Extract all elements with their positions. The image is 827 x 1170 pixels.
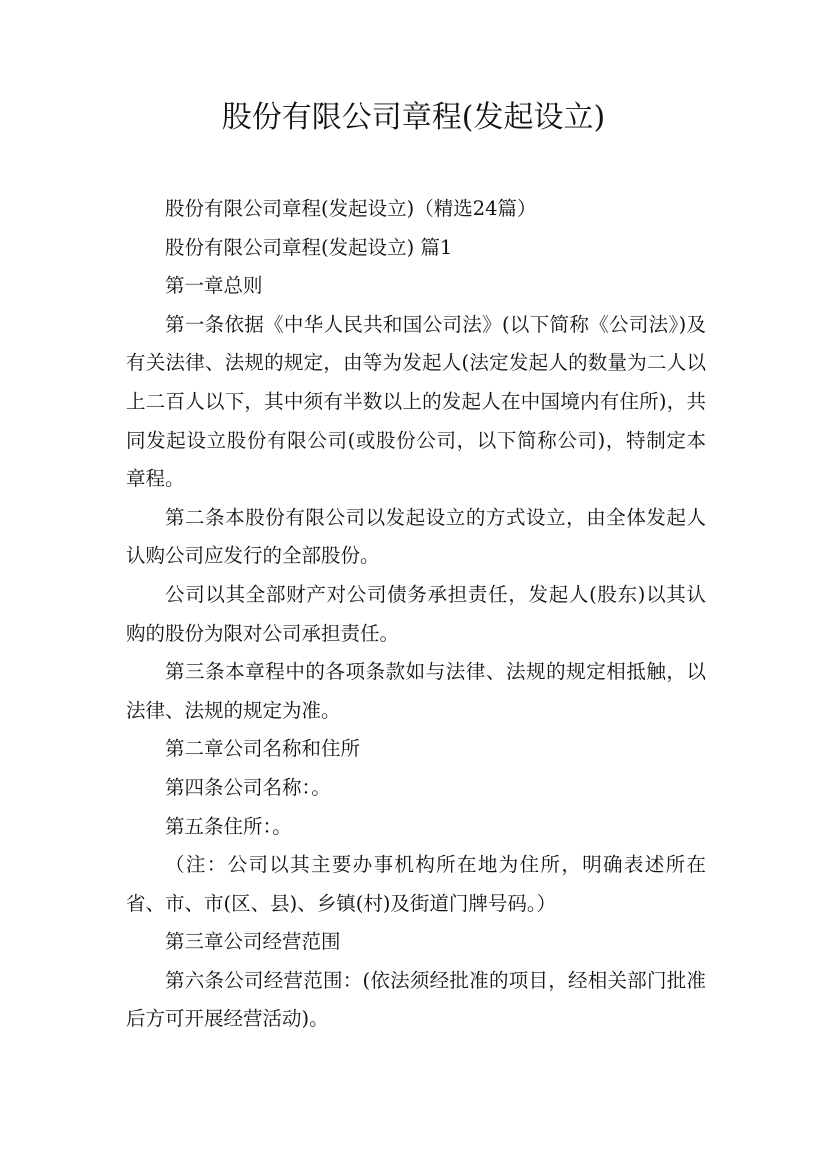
chapter-heading-3: 第三章公司经营范围 (165, 930, 341, 954)
paragraph-subtitle: 股份有限公司章程(发起设立)（精选24篇） (165, 197, 537, 220)
article-5: 第五条住所：。 (165, 814, 292, 838)
article-4: 第四条公司名称：。 (165, 775, 331, 799)
chapter-heading-2: 第二章公司名称和住所 (165, 737, 361, 761)
article-6: 第六条公司经营范围：(依法须经批准的项目，经相关部门批准后方可开展经营活动)。 (126, 968, 706, 1031)
address-note: （注：公司以其主要办事机构所在地为住所，明确表述所在省、市、市(区、县)、乡镇(村)及街道门牌号码。） (126, 853, 706, 915)
article-2-liability: 公司以其全部财产对公司债务承担责任，发起人(股东)以其认购的股份为限对公司承担责任。 (126, 582, 706, 645)
chapter-heading-1: 第一章总则 (165, 274, 263, 298)
article-1: 第一条依据《中华人民共和国公司法》(以下简称《公司法》)及有关法律、法规的规定，由等为发起人(法定发起人的数量为二人以上二百人以下，其中须有半数以上的发起人在中国境内有住所)，共同发起设立股份有限公司(或股份公司，以下简称公司)，特制定本章程。 (126, 312, 706, 491)
article-3: 第三条本章程中的各项条款如与法律、法规的规定相抵触，以法律、法规的规定为准。 (126, 660, 706, 722)
document-body (126, 190, 706, 1039)
article-2: 第二条本股份有限公司以发起设立的方式设立，由全体发起人认购公司应发行的全部股份。 (126, 505, 706, 568)
document-title: 股份有限公司章程(发起设立) (221, 100, 606, 135)
paragraph-section-heading: 股份有限公司章程(发起设立) 篇1 (165, 235, 453, 259)
